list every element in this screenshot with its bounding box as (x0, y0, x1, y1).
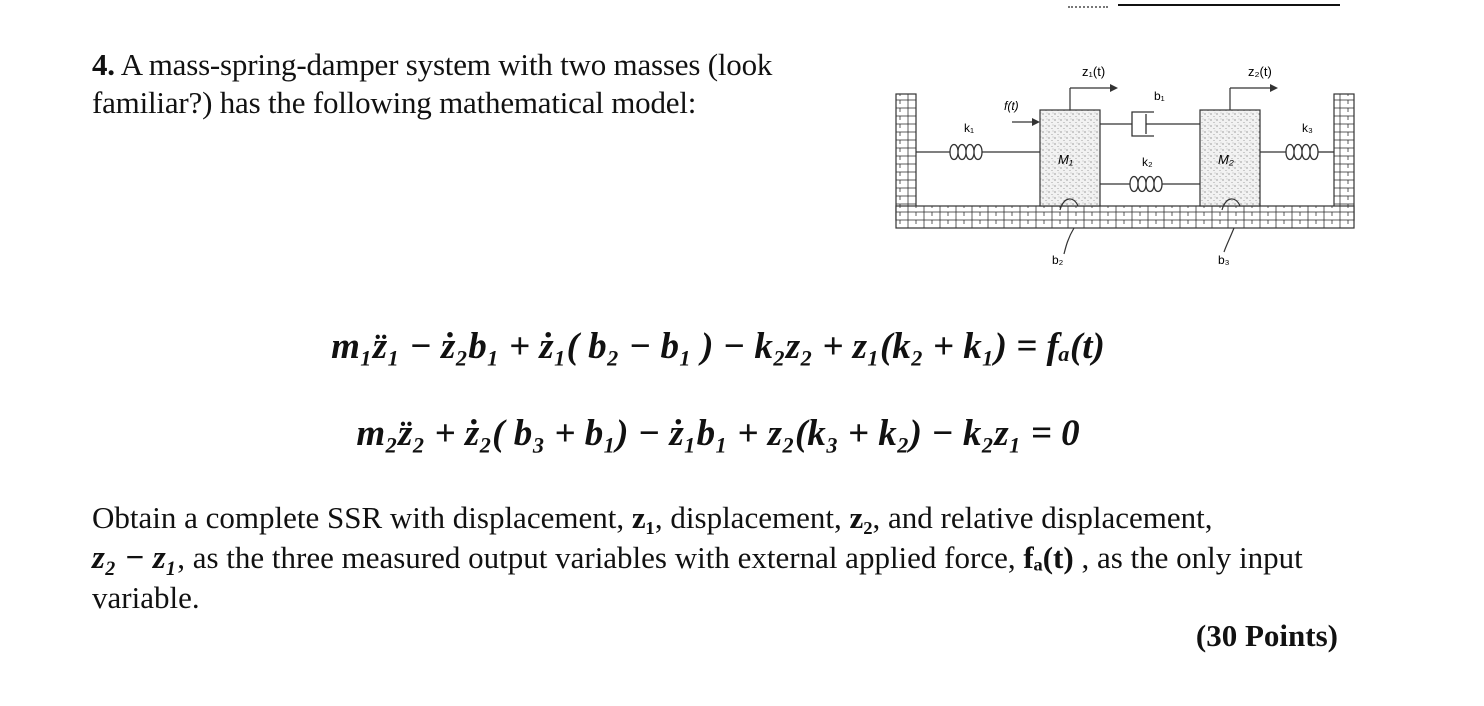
k3-label: k₃ (1302, 121, 1313, 135)
z2-label: z₂(t) (1248, 64, 1272, 79)
z1-arrow (1070, 84, 1118, 110)
points-label: (30 Points) (1195, 618, 1338, 653)
floor (896, 206, 1354, 228)
left-wall (896, 94, 916, 220)
header-underline (1118, 4, 1340, 6)
force-arrow (1012, 118, 1040, 126)
k2-label: k₂ (1142, 155, 1153, 169)
right-wall (1334, 94, 1354, 220)
m2-label: M₂ (1218, 152, 1234, 167)
b3-label: b₃ (1218, 253, 1230, 267)
output-z1: z₁ (631, 500, 655, 535)
problem-number: 4. (92, 47, 115, 82)
damper-b1 (1100, 112, 1200, 136)
spring-k2 (1100, 177, 1200, 192)
task-statement (92, 498, 1352, 618)
task-text-1: Obtain a complete SSR with displacement, (92, 500, 632, 535)
input-force: fₐ(t) (1023, 540, 1074, 575)
equation-1: m₁z̈₁ − ż₂b₁ + ż₁( b₂ − b₁ ) − k₂z₂ + z₁(k₂ + k₁) = fₐ(t) (331, 326, 1105, 367)
z1-label: z₁(t) (1082, 64, 1106, 79)
output-relative-displacement: z₂ − z₁ (92, 540, 178, 576)
task-text-5: , as the only input variable. (92, 540, 1303, 615)
equation-2: m₂z̈₂ + ż₂( b₃ + b₁) − ż₁b₁ + z₂(k₃ + k₂) − k₂z₁ = 0 (356, 413, 1080, 454)
spring-k1 (916, 145, 1040, 160)
problem-statement (92, 46, 852, 122)
z2-arrow (1230, 84, 1278, 110)
b2-label: b₂ (1052, 253, 1064, 267)
task-text-4: , as the three measured output variables with external applied force, (177, 540, 1024, 575)
output-z2: z₂ (849, 500, 873, 535)
force-label: f(t) (1004, 99, 1019, 113)
m1-label: M₁ (1058, 152, 1073, 167)
task-text-2: , displacement, (654, 500, 850, 535)
header-dots (1068, 0, 1108, 8)
problem-intro: A mass-spring-damper system with two masses (look familiar?) has the following mathematical model: (92, 47, 773, 120)
spring-k3 (1260, 145, 1334, 160)
mass-spring-damper-diagram (892, 52, 1360, 292)
task-text-3: , and relative displacement, (872, 500, 1213, 535)
b1-label: b₁ (1154, 89, 1165, 103)
k1-label: k₁ (964, 121, 975, 135)
